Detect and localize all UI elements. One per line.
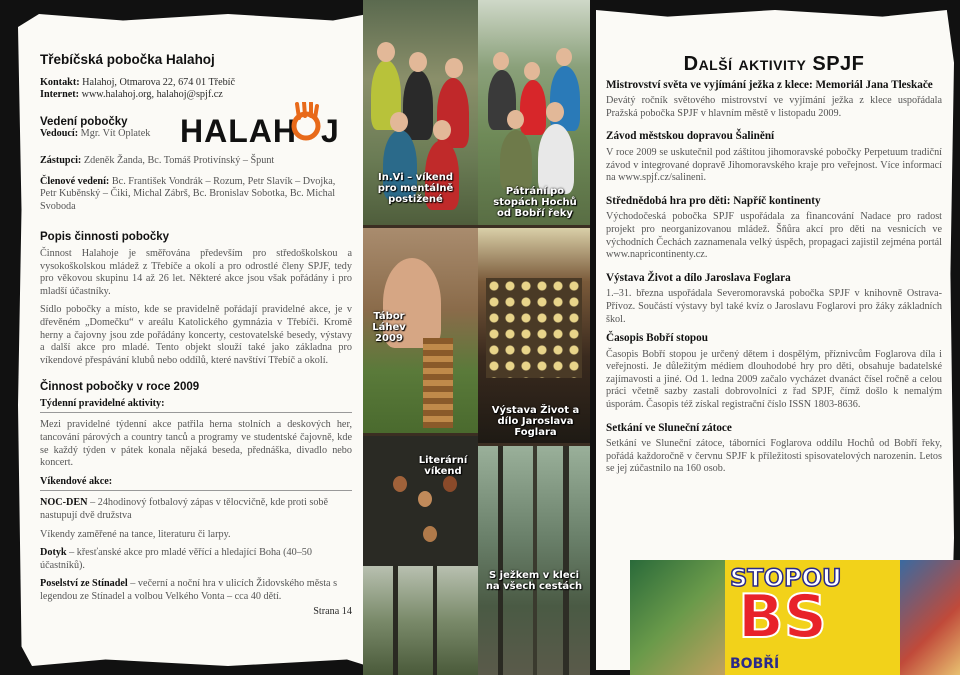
contact-value: Halahoj, Otmarova 22, 674 01 Třebíč bbox=[82, 76, 236, 88]
members-value: Bc. František Vondrák – Rozum, Petr Slavík – Dvojka, Petr Kuběnský – Čiki, Michal Zábrš, Bc. Bronislav Sobotka, Bc. Michal Svoboda bbox=[40, 175, 336, 212]
activity-title: Popis činnosti pobočky bbox=[40, 231, 170, 244]
nocden-item bbox=[40, 497, 352, 522]
members-label: Členové vedení: bbox=[40, 175, 110, 187]
dotyk-label: Dotyk bbox=[40, 547, 67, 559]
year-title: Činnost pobočky v roce 2009 bbox=[40, 381, 200, 394]
contact-label: Kontakt: bbox=[40, 76, 80, 88]
s5-text: Časopis Bobří stopou je určený dětem i dospělým, příznivcům Foglarova díla i veřejnosti. Je důležitým médiem dlouhodobé hry pro děti, obsahuje badatelské zajímavosti a jiné. Od 1. ledna 2009 začalo vycházet dvanáct čísel ročně a celou práci včetně sazby zastali dobrovolníci z řad SPJF, čímž došlo k nemalým úsporám. Časopis též získal registrační číslo ISSN 1803-8636. bbox=[606, 348, 942, 411]
photo-collage bbox=[363, 0, 590, 675]
internet-line bbox=[40, 89, 352, 102]
activity-paragraph-2: Sídlo pobočky a místo, kde se pravidelně pořádají pravidelné akce, je v dřevěném „Domečku“ v areálu Katolického gymnázia v Třebíči. Kromě herny a čajovny jsou zde pořádány koncerty, cestovatelské besedy, výstavy a další akce pro mladé. Tento objekt slouží také jako základna pro víkendové přespávání klubů nebo oddílů, které navštíví Třebíč a okolí. bbox=[40, 304, 352, 366]
right-page bbox=[590, 0, 960, 675]
contact-line bbox=[40, 77, 352, 90]
halahoj-logo bbox=[178, 102, 353, 148]
banner-bs: BS bbox=[738, 582, 827, 652]
s3-title: Střednědobá hra pro děti: Napříč kontinenty bbox=[606, 194, 821, 207]
members-line bbox=[40, 176, 340, 214]
internet-value[interactable]: www.halahoj.org, halahoj@spjf.cz bbox=[81, 89, 223, 101]
s1-title: Mistrovství světa ve vyjímání ježka z klece: Memoriál Jana Tleskače bbox=[606, 78, 933, 91]
caption-invi: In.Vi – víkend pro mentálně postižené bbox=[377, 172, 454, 205]
photo-jezek-forest bbox=[478, 446, 590, 675]
banner-illustration-right bbox=[900, 560, 960, 675]
s1-text: Devátý ročník světového mistrovství ve vyjímání ježka z klece uspořádala Pražská pobočka SPJF v hlavním městě v listopadu 2009. bbox=[606, 95, 942, 119]
banner-bobri: BOBŘÍ bbox=[730, 656, 780, 672]
nocden-label: NOC-DEN bbox=[40, 497, 88, 509]
caption-vystava: Výstava Život a dílo Jaroslava Foglara bbox=[491, 405, 580, 438]
s5-title: Časopis Bobří stopou bbox=[606, 332, 708, 345]
s6-title: Setkání ve Sluneční zátoce bbox=[606, 421, 732, 434]
photo-forest bbox=[363, 566, 478, 675]
s6-text: Setkání ve Sluneční zátoce, táborníci Foglarova oddílu Hochů od Bobří řeky, pořádá každoročně v červnu SPJF k příležitosti spisovatelových narozenin. Letos se jej zúčastnilo na 160 osob. bbox=[606, 438, 942, 475]
weekend-title: Víkendové akce: bbox=[40, 476, 352, 492]
banner-stopou: STOPOU bbox=[730, 564, 842, 592]
dotyk-item bbox=[40, 547, 352, 572]
posel-label: Poselství ze Stínadel bbox=[40, 578, 128, 590]
banner-illustration-left bbox=[630, 560, 725, 675]
caption-literarni: Literární víkend bbox=[418, 455, 468, 477]
s4-text: 1.–31. března uspořádala Severomoravská pobočka SPJF v knihovně Ostrava-Přívoz. Součástí výstavy byl také kvíz o Jaroslavu Foglarovi pro žáky základních škol. bbox=[606, 288, 942, 325]
svg-text:J: J bbox=[321, 113, 339, 148]
deputies-label: Zástupci: bbox=[40, 154, 82, 166]
posel-text: – večerní a noční hra v ulicích Židovského města s legendou ze Stínadel a volbou Velkého Vonta – cca 40 dětí. bbox=[40, 578, 338, 602]
activity-paragraph-1: Činnost Halahoje je směřována především pro středoškolskou a vysokoškolskou mládež z Třebíče a okolí a pro odrostlé členy SPJF, tedy pro věkovou skupinu 14 až 26 let. Některé akce jsou však pořádány i pro mladší účastníky. bbox=[40, 247, 352, 297]
weekly-text: Mezi pravidelné týdenní akce patřila herna stolních a deskových her, tancování párových a country tanců a programy ve studentské čajovně, kde se každý týden v pátek konala nějaká beseda, přednáška, divadlo nebo koncert. bbox=[40, 419, 352, 469]
hand-logo-icon bbox=[294, 102, 318, 138]
s3-text: Východočeská pobočka SPJF uspořádala za financování Nadace pro radost projekt pro neorganizovanou mládež. Šňůra akcí pro děti na vesnicích ve východních Čechách zaznamenala velký úspěch, propagaci zajistil zejména portál www.napricontinenty.cz. bbox=[606, 211, 942, 261]
weekends-item: Víkendy zaměřené na tance, literaturu či larpy. bbox=[40, 528, 231, 540]
caption-tabor: Tábor Láhev 2009 bbox=[372, 311, 406, 344]
left-page bbox=[0, 0, 363, 675]
s2-text: V roce 2009 se uskutečnil pod záštitou jihomoravské pobočky Perpetuum tradiční závod v integrované dopravě Jihomoravského kraje pro veřejnost. Více informací na www.spjf.cz/salineni. bbox=[606, 146, 942, 184]
page-number: Strana 14 bbox=[313, 605, 352, 617]
s2-title: Závod městskou dopravou Šalinění bbox=[606, 130, 775, 143]
caption-jezek: S ježkem v kleci na všech cestách bbox=[485, 570, 583, 592]
right-content bbox=[606, 53, 942, 482]
leadership-title: Vedení pobočky bbox=[40, 115, 128, 128]
weekly-title: Týdenní pravidelné aktivity: bbox=[40, 398, 352, 414]
leader-value: Mgr. Vít Oplatek bbox=[80, 128, 151, 140]
branch-title: Třebíčská pobočka Halahoj bbox=[40, 52, 215, 67]
logo-text: HALAH bbox=[180, 113, 297, 148]
internet-label: Internet: bbox=[40, 89, 80, 101]
nocden-text: – 24hodinový fotbalový zápas v tělocvičně, kde proti sobě nastupují dvě družstva bbox=[40, 497, 329, 522]
deputies-line bbox=[40, 155, 352, 168]
s4-title: Výstava Život a dílo Jaroslava Foglara bbox=[606, 271, 791, 284]
dotyk-text: – křesťanské akce pro mladé věřící a hledající Boha (40–50 účastníků). bbox=[40, 547, 312, 571]
caption-patrani: Pátrání po stopách Hochů od Bobří řeky bbox=[493, 186, 577, 219]
deputies-value: Zdeněk Žanda, Bc. Tomáš Protivínský – Špunt bbox=[83, 154, 275, 166]
bobri-stopou-banner bbox=[630, 560, 960, 675]
right-title: Další aktivity SPJF bbox=[683, 53, 865, 75]
leader-label: Vedoucí: bbox=[40, 128, 79, 140]
posel-item bbox=[40, 578, 352, 603]
